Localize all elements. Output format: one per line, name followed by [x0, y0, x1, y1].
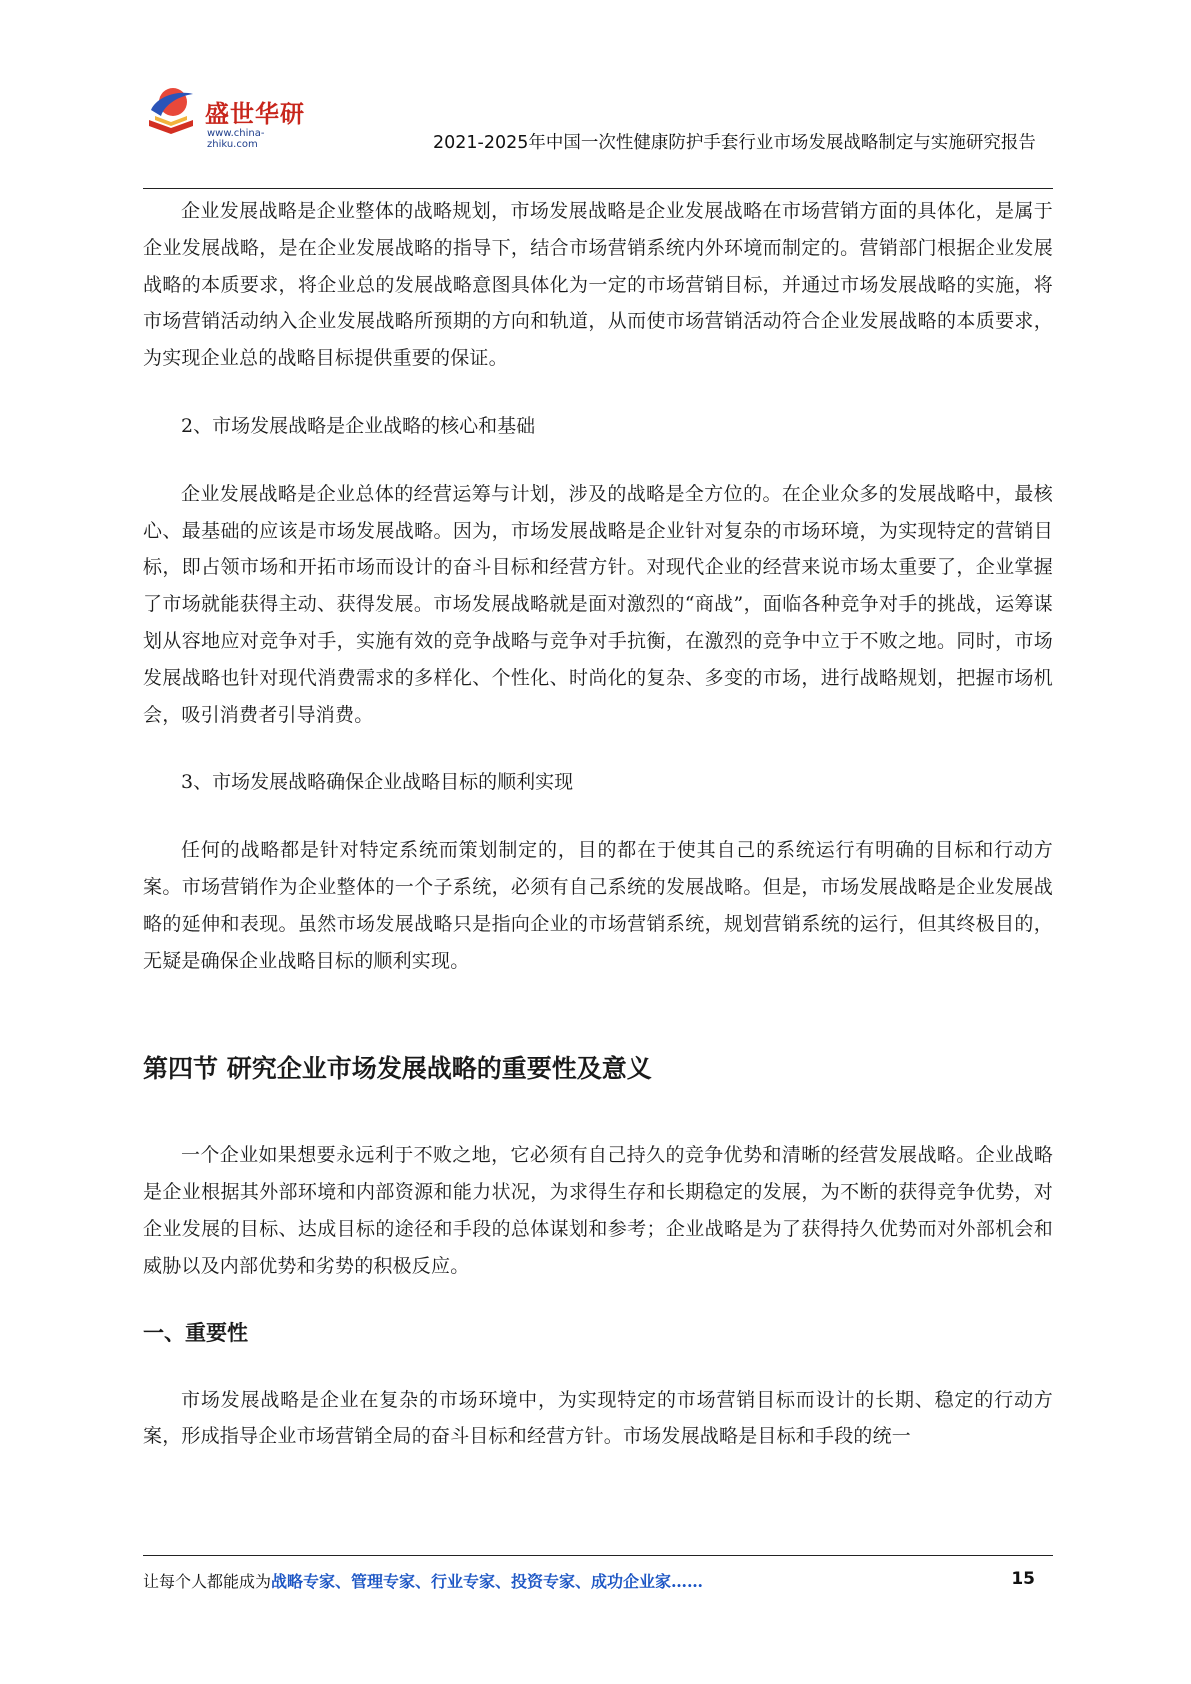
paragraph: 任何的战略都是针对特定系统而策划制定的，目的都在于使其自己的系统运行有明确的目标和行动方案。市场营销作为企业整体的一个子系统，必须有自己系统的发展战略。但是，市场发展战略是企业发展战略的延伸和表现。虽然市场发展战略只是指向企业的市场营销系统，规划营销系统的运行，但其终极目的，无疑是确保企业战略目标的顺利实现。: [143, 839, 1053, 972]
header-divider: [143, 188, 1053, 189]
section-heading: 第四节 研究企业市场发展战略的重要性及意义: [143, 1054, 652, 1084]
subsection-heading: 一、重要性: [143, 1320, 248, 1345]
page-content: [143, 193, 1053, 1455]
paragraph: 一个企业如果想要永远利于不败之地，它必须有自己持久的竞争优势和清晰的经营发展战略。企业战略是企业根据其外部环境和内部资源和能力状况，为求得生存和长期稳定的发展，为不断的获得竞争优势，对企业发展的目标、达成目标的途径和手段的总体谋划和参考；企业战略是为了获得持久优势而对外部机会和威胁以及内部优势和劣势的积极反应。: [143, 1144, 1053, 1277]
paragraph: 企业发展战略是企业总体的经营运筹与计划，涉及的战略是全方位的。在企业众多的发展战略中，最核心、最基础的应该是市场发展战略。因为，市场发展战略是企业针对复杂的市场环境，为实现特定的营销目标，即占领市场和开拓市场而设计的奋斗目标和经营方针。对现代企业的经营来说市场太重要了，企业掌握了市场就能获得主动、获得发展。市场发展战略就是面对激烈的“商战”，面临各种竞争对手的挑战，运筹谋划从容地应对竞争对手，实施有效的竞争战略与竞争对手抗衡，在激烈的竞争中立于不败之地。同时，市场发展战略也针对现代消费需求的多样化、个性化、时尚化的复杂、多变的市场，进行战略规划，把握市场机会，吸引消费者引导消费。: [143, 482, 1053, 726]
report-title: 2021-2025年中国一次性健康防护手套行业市场发展战略制定与实施研究报告: [433, 133, 1036, 153]
page-header: [143, 80, 1053, 190]
logo-text: 盛世华研: [205, 100, 305, 128]
footer-divider: [143, 1555, 1053, 1556]
footer-slogan-roles: 战略专家、管理专家、行业专家、投资专家、成功企业家……: [271, 1572, 704, 1591]
page-footer: [143, 1569, 1053, 1593]
logo-url: www.china-zhiku.com: [207, 128, 265, 150]
page-number: 15: [1011, 1569, 1035, 1589]
footer-slogan-prefix: 让每个人都能成为: [143, 1572, 272, 1591]
paragraph: 企业发展战略是企业整体的战略规划，市场发展战略是企业发展战略在市场营销方面的具体化，是属于企业发展战略，是在企业发展战略的指导下，结合市场营销系统内外环境而制定的。营销部门根据企业发展战略的本质要求，将企业总的发展战略意图具体化为一定的市场营销目标，并通过市场发展战略的实施，将市场营销活动纳入企业发展战略所预期的方向和轨道，从而使市场营销活动符合企业发展战略的本质要求，为实现企业总的战略目标提供重要的保证。: [143, 200, 1053, 370]
subheading: 2、市场发展战略是企业战略的核心和基础: [181, 414, 536, 437]
subheading: 3、市场发展战略确保企业战略目标的顺利实现: [181, 771, 574, 794]
paragraph: 市场发展战略是企业在复杂的市场环境中，为实现特定的市场营销目标而设计的长期、稳定的行动方案，形成指导企业市场营销全局的奋斗目标和经营方针。市场发展战略是目标和手段的统一: [143, 1388, 1053, 1448]
